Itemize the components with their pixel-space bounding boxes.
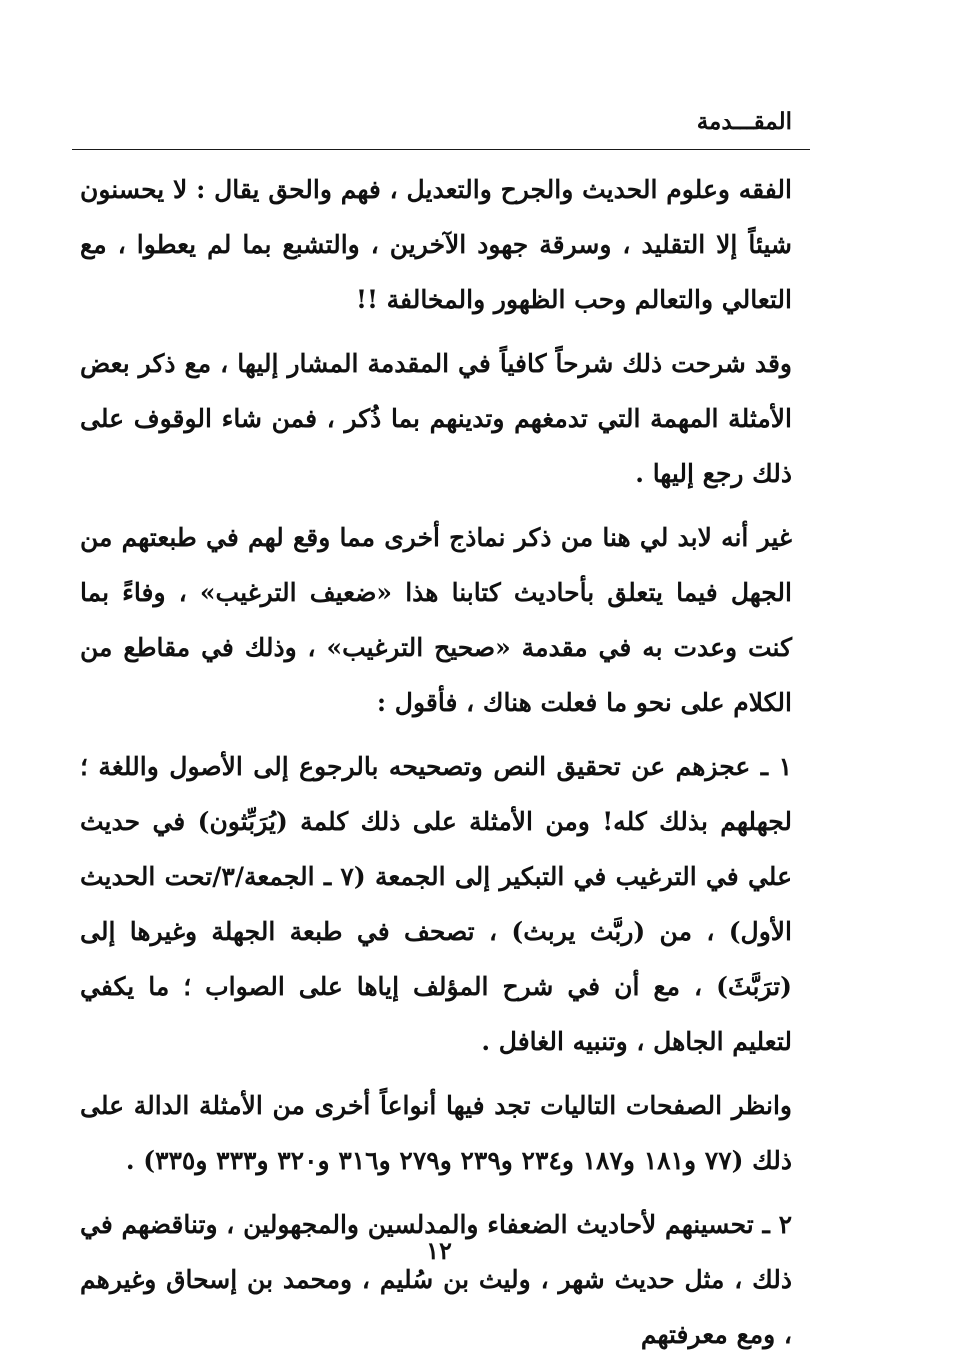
running-header: المقـــدمة	[696, 108, 792, 135]
paragraph-4: ١ ـ عجزهم عن تحقيق النص وتصحيحه بالرجوع إلى الأصول واللغة ؛ لجهلهم بذلك كله! ومن الأمثلة على ذلك كلمة (يُرَبِّثون) في حديث علي في الترغيب في التبكير إلى الجمعة (٧ ـ الجمعة/٣/تحت الحديث الأول) ، من (ربَّث يربث) ، تصحف في طبعة الجهلة وغيرها إلى (ترَبَّثَ) ، مع أن في شرح المؤلف إياها على الصواب ؛ ما يكفي لتعليم الجاهل ، وتنبيه الغافل .	[80, 752, 793, 1056]
paragraph-6: ٢ ـ تحسينهم لأحاديث الضعفاء والمدلسين والمجهولين ، وتناقضهم في ذلك ، مثل حديث شهر ، وليث بن سُليم ، ومحمد بن إسحاق وغيرهم ، ومع معرفتهم	[80, 1210, 792, 1349]
paragraph-2: وقد شرحت ذلك شرحاً كافياً في المقدمة المشار إليها ، مع ذكر بعض الأمثلة المهمة التي تدمغهم وتدينهم بما ذُكر ، فمن شاء الوقوف على ذلك رجع إليها .	[80, 349, 792, 488]
paragraph-3: غير أنه لابد لي هنا من ذكر نماذج أخرى مما وقع لهم في طبعتهم من الجهل فيما يتعلق بأحاديث كتابنا هذا «ضعيف الترغيب» ، وفاءً بما كنت وعدت به في مقدمة «صحيح الترغيب» ، وذلك في مقاطع من الكلام على نحو ما فعلت هناك ، فأقول :	[80, 523, 792, 717]
page-number: ١٢	[426, 1236, 452, 1265]
body-text	[80, 162, 792, 1362]
paragraph-5: وانظر الصفحات التاليات تجد فيها أنواعاً أخرى من الأمثلة الدالة على ذلك (٧٧ و١٨١ و١٨٧ و٢٣٤ و٢٣٩ و٢٧٩ و٣١٦ و٣٢٠ و٣٣٣ و٣٣٥) .	[80, 1091, 792, 1175]
paragraph-1: الفقه وعلوم الحديث والجرح والتعديل ، فهم والحق يقال : لا يحسنون شيئاً إلا التقليد ، وسرقة جهود الآخرين ، والتشبع بما لم يعطوا ، مع التعالي والتعالم وحب الظهور والمخالفة !!	[80, 175, 792, 314]
header-rule	[72, 149, 810, 150]
